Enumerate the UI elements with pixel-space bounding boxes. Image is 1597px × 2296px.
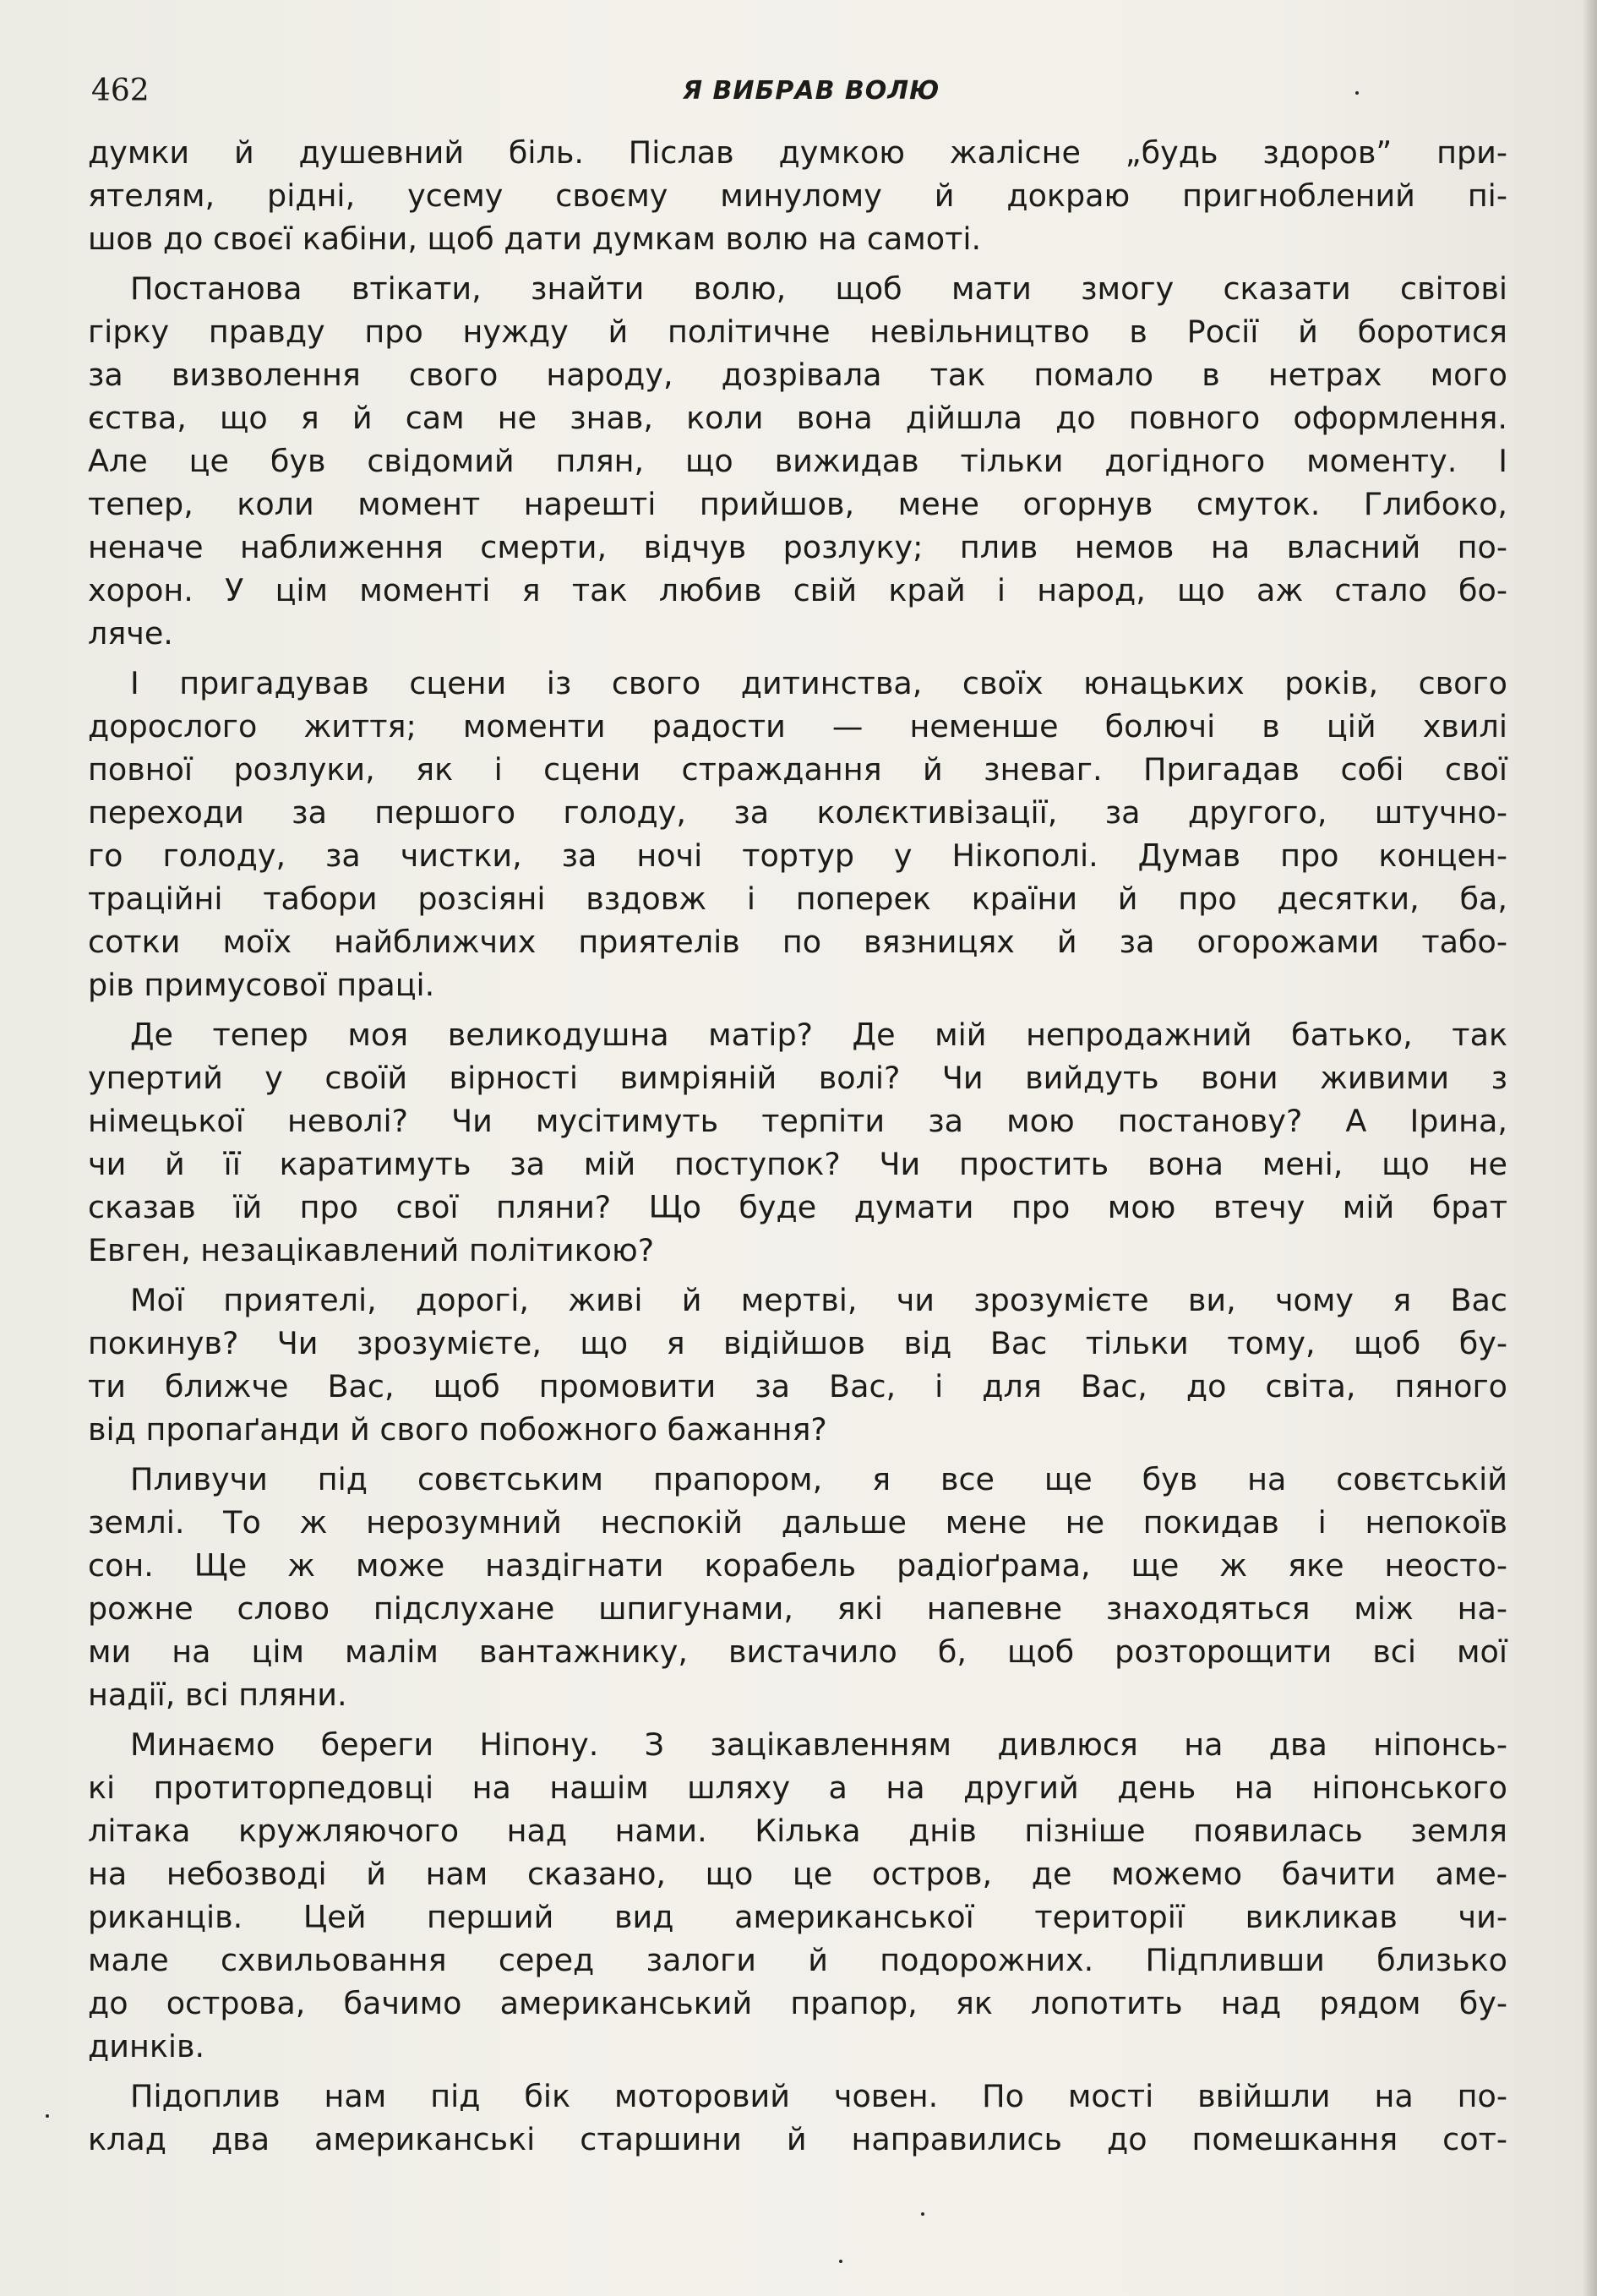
paragraph [88,131,1507,260]
text-line: літака кружляючого над нами. Кілька днів пізніше появилась земля [88,1813,1507,1849]
text-line: повної розлуки, як і сцени страждання й зневаг. Пригадав собі свої [88,751,1507,788]
text-line: переходи за першого голоду, за колєктивізації, за другого, штучно- [88,794,1507,831]
text-line: траційні табори розсіяні вздовж і поперек країни й про десятки, ба, [88,881,1507,917]
paragraph [88,1458,1507,1716]
text-line: рів примусової праці. [88,967,435,1003]
text-line: І пригадував сцени із свого дитинства, своїх юнацьких років, свого [130,665,1507,701]
text-line: Підоплив нам під бік моторовий човен. По мості ввійшли на по- [130,2078,1507,2114]
text-line: риканців. Цей перший вид американської території викликав чи- [88,1899,1507,1935]
text-line: Мої приятелі, дорогі, живі й мертві, чи зрозумієте ви, чому я Вас [130,1282,1507,1318]
text-line: Постанова втікати, знайти волю, щоб мати змогу сказати світові [130,270,1507,307]
text-line: динків. [88,2028,205,2064]
text-line: Де тепер моя великодушна матір? Де мій непродажний батько, так [130,1017,1507,1053]
body-text [88,131,1507,2168]
text-line: рожне слово підслухане шпигунами, які напевне знаходяться між на- [88,1590,1507,1627]
text-line: го голоду, за чистки, за ночі тортур у Нікополі. Думав про концен- [88,837,1507,874]
text-line: шов до своєї кабіни, щоб дати думкам волю на самоті. [88,221,982,257]
text-line: землі. То ж нерозумний неспокій дальше мене не покидав і непокоїв [88,1504,1507,1541]
text-line: тепер, коли момент нарешті прийшов, мене огорнув смуток. Глибоко, [88,486,1507,522]
text-line: ляче. [88,615,173,652]
page-number: 462 [91,74,150,108]
text-line: Пливучи під совєтським прапором, я все ще був на совєтській [130,1461,1507,1497]
text-line: чи й її каратимуть за мій поступок? Чи простить вона мені, що не [88,1146,1507,1182]
text-line: думки й душевний біль. Післав думкою жалісне „будь здоров” при- [88,134,1507,171]
page-edge-shadow [1582,0,1597,2296]
paragraph [88,1013,1507,1272]
text-line: Але це був свідомий плян, що вижидав тільки догідного моменту. І [88,443,1507,479]
text-line: від пропаґанди й свого побожного бажання? [88,1411,827,1448]
text-line: німецької неволі? Чи мусітимуть терпіти за мою постанову? А Ірина, [88,1103,1507,1139]
text-line: неначе наближення смерти, відчув розлуку; плив немов на власний по- [88,529,1507,565]
text-line: дорослого життя; моменти радости — неменше болючі в цій хвилі [88,708,1507,744]
text-line: гірку правду про нужду й політичне невільництво в Росії й боротися [88,314,1507,350]
print-speck [46,2114,49,2118]
paragraph [88,662,1507,1006]
text-line: надії, всі пляни. [88,1677,347,1713]
page-header [91,66,1511,117]
print-speck [921,2212,924,2216]
paragraph [88,1279,1507,1451]
text-line: до острова, бачимо американський прапор, як лопотить над рядом бу- [88,1985,1507,2021]
text-line: Евген, незацікавлений політикою? [88,1232,655,1268]
text-line: сказав їй про свої пляни? Що буде думати про мою втечу мій брат [88,1189,1507,1225]
text-line: єства, що я й сам не знав, коли вона дійшла до повного оформлення. [88,400,1507,436]
text-line: клад два американські старшини й направились до помешкання сот- [88,2121,1507,2157]
text-line: Минаємо береги Ніпону. З зацікавленням дивлюся на два ніпонсь- [130,1726,1507,1763]
text-line: за визволення свого народу, дозрівала так помало в нетрах мого [88,357,1507,393]
text-line: ти ближче Вас, щоб промовити за Вас, і для Вас, до світа, пяного [88,1368,1507,1404]
text-line: на небозводі й нам сказано, що це остров, де можемо бачити аме- [88,1856,1507,1892]
print-speck [839,2260,842,2263]
text-line: ятелям, рідні, усему своєму минулому й докраю пригноблений пі- [88,177,1507,214]
text-line: мале схвильовання серед залоги й подорожних. Підпливши близько [88,1942,1507,1978]
text-line: сотки моїх найближчих приятелів по вязницях й за огорожами табо- [88,924,1507,960]
paragraph [88,2075,1507,2161]
text-line: покинув? Чи зрозумієте, що я відійшов від Вас тільки тому, щоб бу- [88,1325,1507,1361]
print-speck [1355,91,1359,95]
text-line: кі протиторпедовці на нашім шляху а на другий день на ніпонського [88,1770,1507,1806]
text-line: ми на цім малім вантажнику, вистачило б, щоб розторощити всі мої [88,1633,1507,1670]
paragraph [88,267,1507,655]
running-title: Я ВИБРАВ ВОЛЮ [683,76,940,106]
paragraph [88,1723,1507,2068]
text-line: хорон. У цім моменті я так любив свій край і народ, що аж стало бо- [88,572,1507,608]
text-line: упертий у своїй вірності вимріяній волі? Чи вийдуть вони живими з [88,1060,1507,1096]
text-line: сон. Ще ж може наздігнати корабель радіоґрама, ще ж яке неосто- [88,1547,1507,1584]
